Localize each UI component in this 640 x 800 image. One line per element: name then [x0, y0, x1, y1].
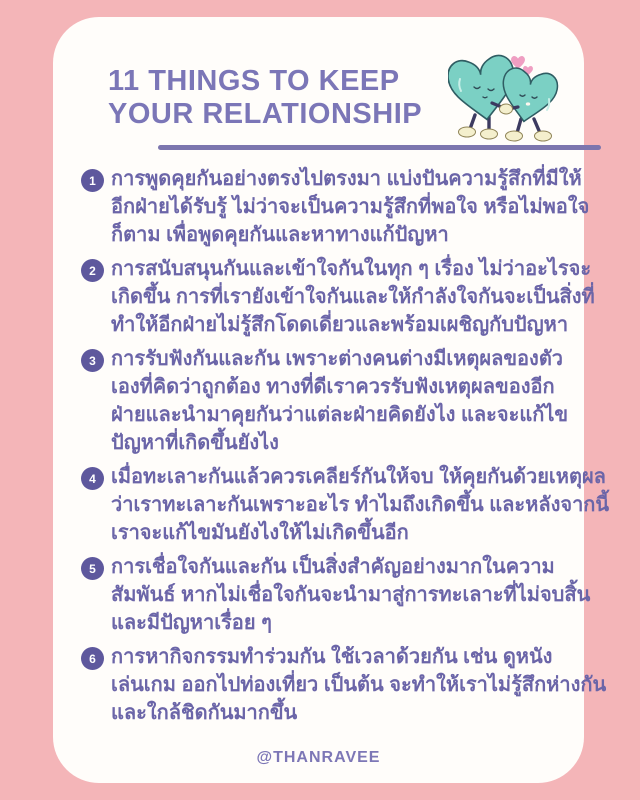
item-text — [111, 255, 595, 339]
item-text-line: การพูดคุยกันอย่างตรงไปตรงมา แบ่งปันความรู้สึกที่มีให้ — [111, 168, 582, 190]
item-text — [111, 463, 610, 547]
item-number-badge: 1 — [81, 169, 104, 192]
item-number-badge: 4 — [81, 467, 104, 490]
tips-list — [53, 150, 610, 727]
item-number-badge: 5 — [81, 557, 104, 580]
item-text-line: ก็ตาม เพื่อพูดคุยกันและหาทางแก้ปัญหา — [111, 224, 449, 246]
list-item — [81, 553, 591, 637]
list-item — [81, 165, 590, 249]
item-text-line: เล่นเกม ออกไปท่องเที่ยว เป็นต้น จะทำให้เราไม่รู้สึกห่างกัน — [111, 674, 607, 696]
list-item — [81, 255, 595, 339]
header — [53, 17, 584, 150]
item-number-badge: 6 — [81, 647, 104, 670]
item-number-badge: 3 — [81, 349, 104, 372]
item-text-line: และใกล้ชิดกันมากขึ้น — [111, 702, 298, 724]
page-title-line1: 11 THINGS TO KEEP — [108, 65, 400, 97]
item-text-line: ปัญหาที่เกิดขึ้นยังไง — [111, 432, 279, 454]
item-text-line: ทำให้อีกฝ่ายไม่รู้สึกโดดเดี่ยวและพร้อมเผชิญกับปัญหา — [111, 314, 569, 336]
item-number-badge: 2 — [81, 259, 104, 282]
item-text-line: เกิดขึ้น การที่เรายังเข้าใจกันและให้กำลังใจกันจะเป็นสิ่งที่ — [111, 286, 595, 308]
item-text-line: และมีปัญหาเรื่อย ๆ — [111, 612, 272, 634]
item-text-line: ฝ่ายและนำมาคุยกันว่าแต่ละฝ่ายคิดยังไง และจะแก้ไข — [111, 404, 569, 426]
item-text-line: ว่าเราทะเลาะกันเพราะอะไร ทำไมถึงเกิดขึ้น และหลังจากนี้ — [111, 494, 610, 516]
item-text-line: เราจะแก้ไขมันยังไงให้ไม่เกิดขึ้นอีก — [111, 522, 409, 544]
item-text-line: การสนับสนุนกันและเข้าใจกันในทุก ๆ เรื่อง ไม่ว่าอะไรจะ — [111, 258, 592, 280]
item-text — [111, 643, 607, 727]
item-text-line: เองที่คิดว่าถูกต้อง ทางที่ดีเราควรรับฟังเหตุผลของอีก — [111, 376, 555, 398]
page-title-line2: YOUR RELATIONSHIP — [108, 98, 423, 130]
item-text-line: การรับฟังกันและกัน เพราะต่างคนต่างมีเหตุผลของตัว — [111, 348, 564, 370]
poster-card — [53, 17, 610, 783]
item-text — [111, 553, 591, 637]
item-text — [111, 165, 590, 249]
list-item — [81, 345, 584, 457]
item-text-line: การเชื่อใจกันและกัน เป็นสิ่งสำคัญอย่างมากในความ — [111, 556, 555, 578]
item-text-line: สัมพันธ์ หากไม่เชื่อใจกันจะนำมาสู่การทะเลาะที่ไม่จบสิ้น — [111, 584, 591, 606]
two-hearts-hugging-icon — [448, 53, 568, 148]
item-text — [111, 345, 573, 457]
item-text-line: อีกฝ่ายได้รับรู้ ไม่ว่าจะเป็นความรู้สึกที่พอใจ หรือไม่พอใจ — [111, 196, 590, 218]
author-handle: @THANRAVEE — [256, 749, 381, 766]
list-item — [81, 643, 607, 727]
list-item — [81, 463, 610, 547]
item-text-line: เมื่อทะเลาะกันแล้วควรเคลียร์กันให้จบ ให้คุยกันด้วยเหตุผล — [111, 466, 606, 488]
item-text-line: การหากิจกรรมทำร่วมกัน ใช้เวลาด้วยกัน เช่น ดูหนัง — [111, 646, 553, 668]
